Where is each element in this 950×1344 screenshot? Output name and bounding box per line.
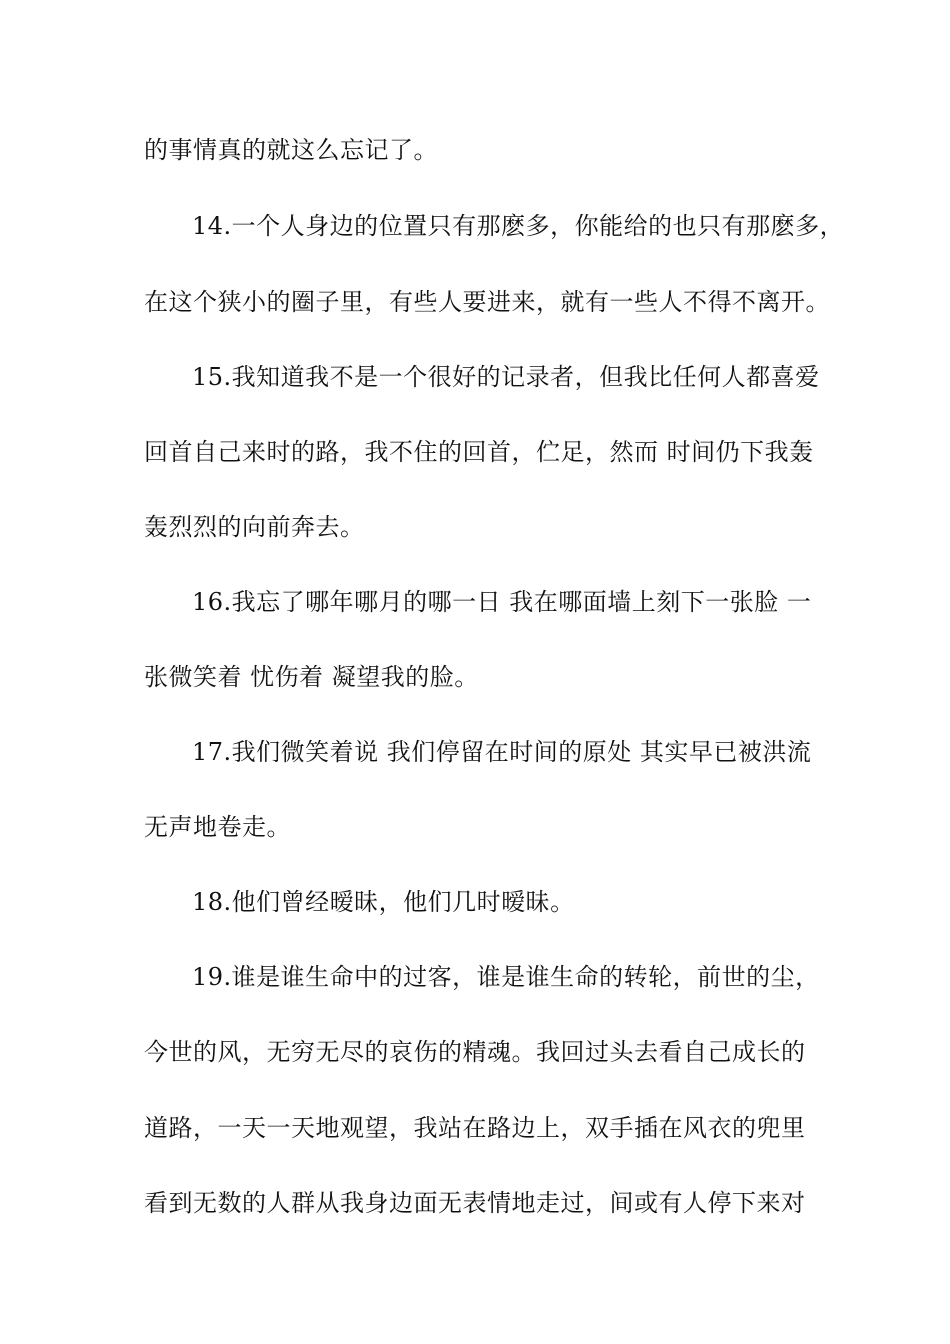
text-line-item-15: 15.我知道我不是一个很好的记录者，但我比任何人都喜爱	[192, 363, 820, 391]
text-line: 轰烈烈的向前奔去。	[144, 513, 365, 541]
text-line: 的事情真的就这么忘记了。	[144, 136, 438, 164]
text-line: 无声地卷走。	[144, 813, 291, 841]
text-line: 在这个狭小的圈子里，有些人要进来，就有一些人不得不离开。	[144, 288, 830, 316]
text-line-item-16: 16.我忘了哪年哪月的哪一日 我在哪面墙上刻下一张脸 一	[192, 588, 812, 616]
text-line-item-14: 14.一个人身边的位置只有那麽多，你能给的也只有那麽多，	[192, 212, 845, 240]
text-line: 张微笑着 忧伤着 凝望我的脸。	[144, 663, 479, 691]
text-line: 看到无数的人群从我身边面无表情地走过，间或有人停下来对	[144, 1189, 806, 1217]
text-line: 道路，一天一天地观望，我站在路边上，双手插在风衣的兜里	[144, 1114, 806, 1142]
text-line: 回首自己来时的路，我不住的回首，伫足，然而 时间仍下我轰	[144, 438, 814, 466]
text-line-item-18: 18.他们曾经暧昧，他们几时暧昧。	[192, 888, 575, 916]
text-line: 今世的风，无穷无尽的哀伤的精魂。我回过头去看自己成长的	[144, 1038, 806, 1066]
text-line-item-19: 19.谁是谁生命中的过客，谁是谁生命的转轮，前世的尘，	[192, 963, 820, 991]
text-line-item-17: 17.我们微笑着说 我们停留在时间的原处 其实早已被洪流	[192, 738, 812, 766]
